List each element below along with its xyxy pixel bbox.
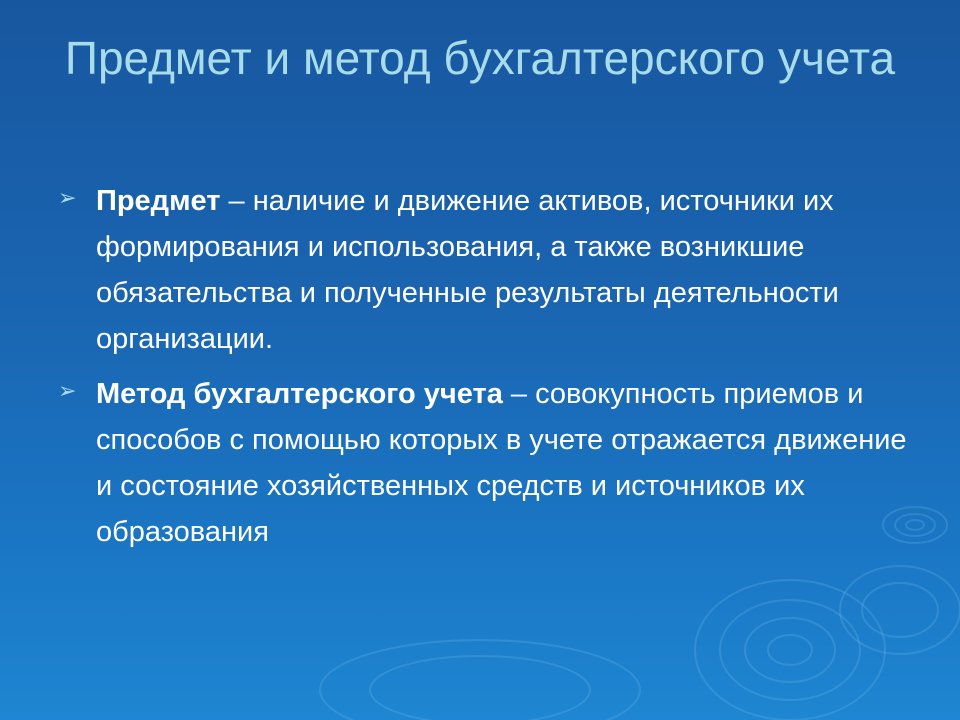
bullet-item-subject bbox=[58, 178, 910, 362]
bullet-list bbox=[58, 178, 910, 564]
bullet-text: – совокупность приемов и способов с помощью которых в учете отражается движение и состояние хозяйственных средств и источников их образования bbox=[96, 378, 907, 548]
slide-title: Предмет и метод бухгалтерского учета bbox=[64, 32, 896, 84]
bullet-term: Предмет bbox=[96, 185, 221, 217]
arrowhead-bullet-icon: ➢ bbox=[58, 185, 77, 210]
arrowhead-bullet-icon: ➢ bbox=[58, 378, 77, 403]
bullet-term: Метод бухгалтерского учета bbox=[96, 378, 503, 410]
bullet-text: – наличие и движение активов, источники их формирования и использования, а также возникшие обязательства и полученные результаты деятельности организации. bbox=[96, 185, 839, 355]
bullet-item-method bbox=[58, 371, 910, 555]
